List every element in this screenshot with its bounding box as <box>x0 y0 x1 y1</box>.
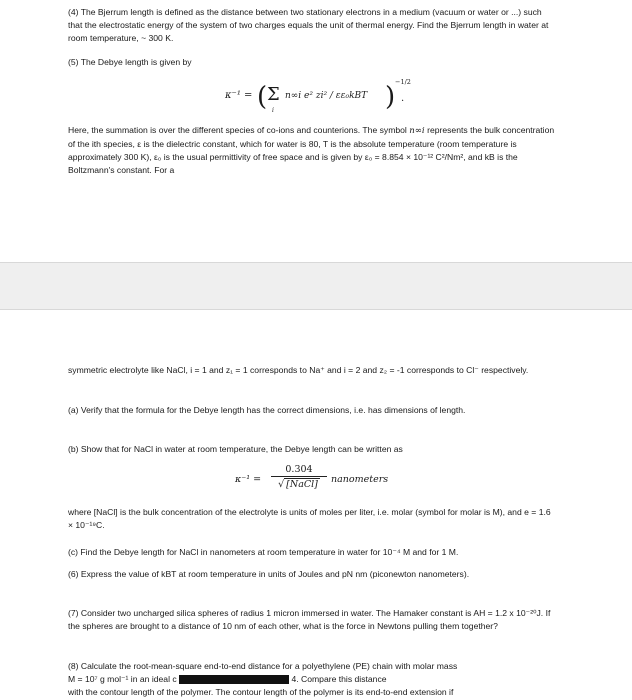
question-8-line-1: (8) Calculate the root-mean-square end-to-end distance for a polyethylene (PE) chain with molar mass <box>68 661 458 671</box>
question-4: (4) The Bjerrum length is defined as the distance between two stationary electrons in a medium (vacuum or water or ...) such that the electrostatic energy of the system of two charges equals the unit of thermal energy. Find the Bjerrum length in water at room temperature, ~ 300 K. <box>68 7 549 43</box>
explanation-part-1: Here, the summation is over the different species of co-ions and counterions. The symbol <box>68 125 407 135</box>
nacl-unit: nanometers <box>331 474 389 485</box>
electrolyte-continuation: symmetric electrolyte like NaCl, i = 1 and z₁ = 1 corresponds to Na⁺ and i = 2 and z₂ = -1 corresponds to Cl⁻ respectively. <box>68 365 529 375</box>
close-paren: ) <box>385 82 396 112</box>
equation-exponent: −1/2 <box>395 78 411 86</box>
nacl-equation-lhs: κ⁻¹ = <box>235 474 262 485</box>
nacl-denominator-wrap: √ [NaCl] <box>278 479 318 490</box>
open-paren: ( <box>257 82 268 112</box>
question-8 <box>68 660 558 700</box>
part-c: (c) Find the Debye length for NaCl in nanometers at room temperature in water for 10⁻⁴ M and for 1 M. <box>68 547 459 557</box>
redaction-bar <box>179 675 289 684</box>
part-a: (a) Verify that the formula for the Debye length has the correct dimensions, i.e. has dimensions of length. <box>68 405 466 415</box>
nacl-denominator: [NaCl] <box>286 479 318 490</box>
question-5-intro: (5) The Debye length is given by <box>68 57 192 67</box>
equation-body: n∞i e² zi² / εε₀kBT <box>285 91 368 101</box>
document-page-bottom <box>0 310 632 700</box>
question-6: (6) Express the value of kBT at room temperature in units of Joules and pN nm (piconewton nanometers). <box>68 569 470 579</box>
nacl-fraction <box>271 464 327 490</box>
part-b: (b) Show that for NaCl in water at room temperature, the Debye length can be written as <box>68 444 403 454</box>
part-b-where: where [NaCl] is the bulk concentration of the electrolyte is units of moles per liter, i.e. molar (symbol for molar is M), and e = 1.6 × 10⁻¹⁹C. <box>68 507 551 530</box>
equation-lhs: κ⁻¹ = <box>225 90 253 101</box>
question-5-explanation <box>68 124 558 177</box>
nacl-numerator: 0.304 <box>285 464 313 475</box>
question-8-line-3: with the contour length of the polymer. The contour length of the polymer is its end-to-end extension if <box>68 687 454 697</box>
question-8-line-2 <box>68 673 558 686</box>
question-7: (7) Consider two uncharged silica spheres of radius 1 micron immersed in water. The Hamaker constant is AH = 1.2 x 10⁻²⁰J. If the spheres are brought to a distance of 10 nm of each other, what is the force in Newtons pulling them together? <box>68 608 551 631</box>
question-8-line-2-start: M = 10⁷ g mol⁻¹ in an ideal c <box>68 674 177 684</box>
symbol-n-inf-i: n∞i <box>409 126 425 136</box>
summation-index: i <box>272 107 274 114</box>
debye-length-equation <box>225 78 445 118</box>
summation-symbol: Σ <box>267 84 280 105</box>
question-8-line-2-end: 4. Compare this distance <box>291 674 387 684</box>
document-page-top <box>0 0 632 262</box>
explanation-part-2: represents the bulk concentration of the ith species, ε is the dielectric constant, which for water is 80, T is the absolute temperature (room temperature is approximately 300 K), ε₀ is the usual permittivity of free space and is given by ε₀ = 8.854 × 10⁻¹² C²/Nm², and kB is the Boltzmann's constant. For a <box>68 125 555 175</box>
equation-period: . <box>401 93 405 104</box>
page-separator <box>0 262 632 310</box>
nacl-debye-equation <box>235 462 435 502</box>
